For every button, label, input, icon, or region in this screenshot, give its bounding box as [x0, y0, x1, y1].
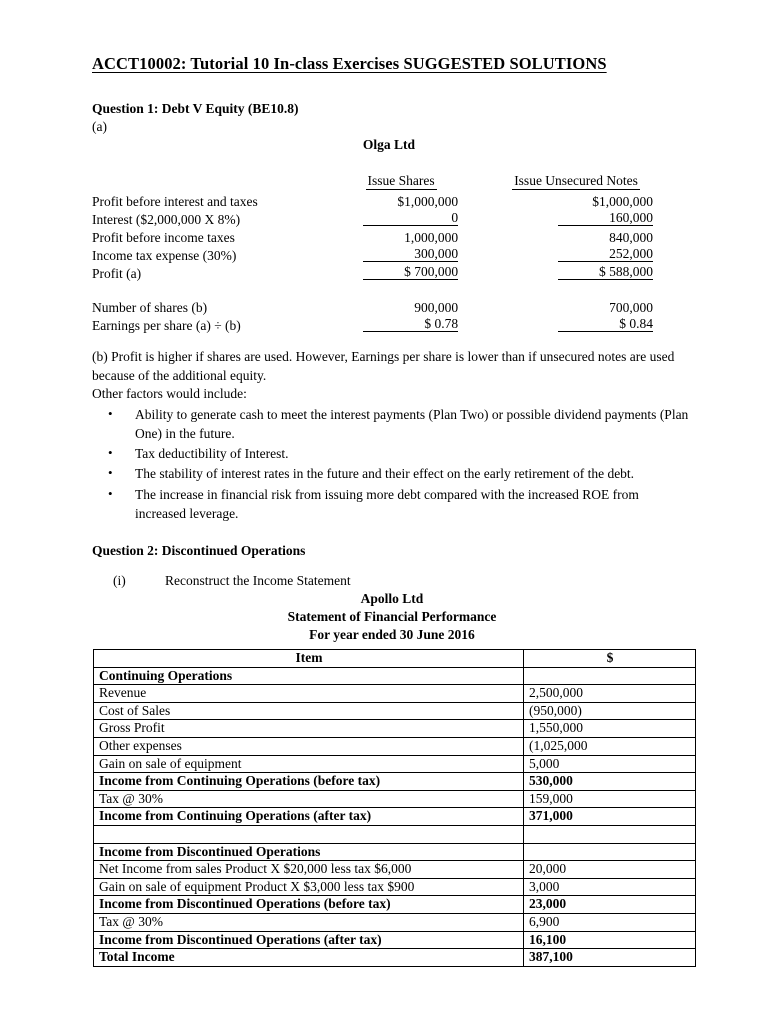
row-label-number-of-shares: Number of shares (b) — [92, 299, 208, 315]
column-header-dollar: $ — [524, 650, 696, 668]
row-value-shares: $ 0.78 — [312, 314, 490, 332]
row-value: 6,900 — [524, 913, 696, 931]
question-1-heading: Question 1: Debt V Equity (BE10.8) — [92, 101, 299, 116]
question-2-subitem-text: Reconstruct the Income Statement — [165, 573, 351, 588]
row-value-shares: 0 — [312, 208, 490, 226]
row-label-empty — [94, 825, 524, 843]
row-value-shares: 900,000 — [414, 299, 459, 315]
row-value: 1,550,000 — [524, 720, 696, 738]
row-value: (950,000) — [524, 702, 696, 720]
list-item: • The increase in financial risk from issuing more debt compared with the increased ROE from increased leverage. — [92, 485, 692, 523]
row-value: (1,025,000 — [524, 737, 696, 755]
row-label-interest: Interest ($2,000,000 X 8%) — [92, 211, 241, 227]
table-row — [94, 755, 696, 773]
row-label-income-continuing-before-tax: Income from Continuing Operations (before tax) — [94, 773, 524, 791]
question-2-subitem-numeral: (i) — [113, 573, 126, 588]
olga-ltd-company-name: Olga Ltd — [362, 137, 416, 152]
row-value: 530,000 — [524, 773, 696, 791]
row-value: 3,000 — [524, 878, 696, 896]
table-row — [92, 244, 662, 262]
question-2-subitem — [113, 574, 351, 588]
question-1-part-a-label: (a) — [92, 119, 107, 134]
table-empty-row — [94, 825, 696, 843]
row-value-shares: $ 700,000 — [312, 262, 490, 280]
column-header-issue-unsecured-notes-label: Issue Unsecured Notes — [512, 174, 640, 191]
row-label-income-discontinued-before-tax: Income from Discontinued Operations (before tax) — [94, 896, 524, 914]
spacer-cell — [312, 280, 490, 296]
row-value: 371,000 — [524, 808, 696, 826]
row-value-notes: $ 588,000 — [490, 262, 662, 280]
table-row — [94, 790, 696, 808]
row-value-notes: 700,000 — [609, 299, 653, 315]
row-value: 387,100 — [524, 949, 696, 967]
table-header-row — [94, 650, 696, 668]
table-row — [94, 702, 696, 720]
row-value-shares: 300,000 — [312, 244, 490, 262]
row-value — [524, 825, 696, 843]
statement-period: For year ended 30 June 2016 — [309, 626, 475, 642]
row-value: 23,000 — [524, 896, 696, 914]
row-label-profit-before-interest-and-taxes: Profit before interest and taxes — [92, 193, 258, 209]
table-row — [92, 208, 662, 226]
spacer-cell — [92, 280, 312, 296]
row-value: 2,500,000 — [524, 685, 696, 703]
row-value: 159,000 — [524, 790, 696, 808]
row-label-tax-30-continuing: Tax @ 30% — [94, 790, 524, 808]
row-label-net-income-product-x: Net Income from sales Product X $20,000 less tax $6,000 — [94, 861, 524, 879]
row-value-notes: $ 0.84 — [490, 314, 662, 332]
table-row — [92, 296, 662, 314]
row-value-notes: 840,000 — [609, 229, 653, 245]
part-b-paragraph: (b) Profit is higher if shares are used. However, Earnings per share is lower than if unsecured notes are used because of the additional equity. — [92, 349, 675, 383]
row-value-notes: 252,000 — [490, 244, 662, 262]
table-row — [94, 737, 696, 755]
row-label-gain-on-sale-of-equipment: Gain on sale of equipment — [94, 755, 524, 773]
table-header-row — [92, 172, 662, 190]
table-row — [94, 896, 696, 914]
row-value-notes: 160,000 — [490, 208, 662, 226]
column-header-item: Item — [94, 650, 524, 668]
header-blank-cell — [92, 172, 312, 190]
statement-company-name: Apollo Ltd — [360, 591, 424, 606]
row-value — [524, 667, 696, 685]
apollo-ltd-income-statement-table — [93, 649, 696, 967]
row-value-notes: $1,000,000 — [592, 193, 653, 209]
question-2-heading: Question 2: Discontinued Operations — [92, 543, 306, 558]
row-value — [524, 843, 696, 861]
table-row — [92, 314, 662, 332]
document-title: ACCT10002: Tutorial 10 In-class Exercises SUGGESTED SOLUTIONS — [92, 54, 607, 73]
row-value-shares: $1,000,000 — [397, 193, 459, 209]
spacer-cell — [490, 280, 662, 296]
row-label-tax-30-discontinued: Tax @ 30% — [94, 913, 524, 931]
other-factors-list — [92, 405, 692, 523]
row-label-gross-profit: Gross Profit — [94, 720, 524, 738]
list-item: • Tax deductibility of Interest. — [92, 444, 692, 463]
column-header-issue-shares — [312, 172, 490, 190]
statement-title-block — [0, 590, 768, 643]
table-row — [94, 878, 696, 896]
table-row — [94, 931, 696, 949]
table-row — [94, 808, 696, 826]
row-label-profit-a: Profit (a) — [92, 265, 142, 281]
table-row — [92, 226, 662, 244]
statement-name: Statement of Financial Performance — [287, 608, 497, 624]
table-row — [94, 861, 696, 879]
table-row — [94, 720, 696, 738]
row-value-shares: 1,000,000 — [404, 229, 459, 245]
olga-ltd-comparison-table — [92, 172, 662, 332]
table-row — [92, 262, 662, 280]
column-header-issue-unsecured-notes — [490, 172, 662, 190]
row-label-income-continuing-after-tax: Income from Continuing Operations (after tax) — [94, 808, 524, 826]
row-value: 5,000 — [524, 755, 696, 773]
row-label-gain-on-sale-product-x: Gain on sale of equipment Product X $3,000 less tax $900 — [94, 878, 524, 896]
table-row — [94, 913, 696, 931]
table-row — [94, 773, 696, 791]
table-row — [94, 667, 696, 685]
other-factors-lead: Other factors would include: — [92, 386, 247, 402]
row-label-income-tax-expense: Income tax expense (30%) — [92, 247, 237, 263]
row-label-continuing-operations: Continuing Operations — [94, 667, 524, 685]
row-value: 16,100 — [524, 931, 696, 949]
row-label-total-income: Total Income — [94, 949, 524, 967]
column-header-issue-shares-label: Issue Shares — [366, 174, 437, 191]
table-spacer-row — [92, 280, 662, 296]
table-row — [94, 843, 696, 861]
row-value: 20,000 — [524, 861, 696, 879]
list-item: • The stability of interest rates in the future and their effect on the early retirement of the debt. — [92, 464, 692, 483]
row-label-other-expenses: Other expenses — [94, 737, 524, 755]
question-1-part-b-block — [92, 348, 692, 523]
row-label-income-discontinued-after-tax: Income from Discontinued Operations (after tax) — [94, 931, 524, 949]
row-label-profit-before-income-taxes: Profit before income taxes — [92, 229, 235, 245]
row-label-income-from-discontinued-operations: Income from Discontinued Operations — [94, 843, 524, 861]
table-row — [94, 685, 696, 703]
list-item: • Ability to generate cash to meet the interest payments (Plan Two) or possible dividend payments (Plan One) in the future. — [92, 405, 692, 443]
row-label-earnings-per-share: Earnings per share (a) ÷ (b) — [92, 317, 241, 333]
table-row — [92, 190, 662, 208]
table-row — [94, 949, 696, 967]
row-label-cost-of-sales: Cost of Sales — [94, 702, 524, 720]
row-label-revenue: Revenue — [94, 685, 524, 703]
